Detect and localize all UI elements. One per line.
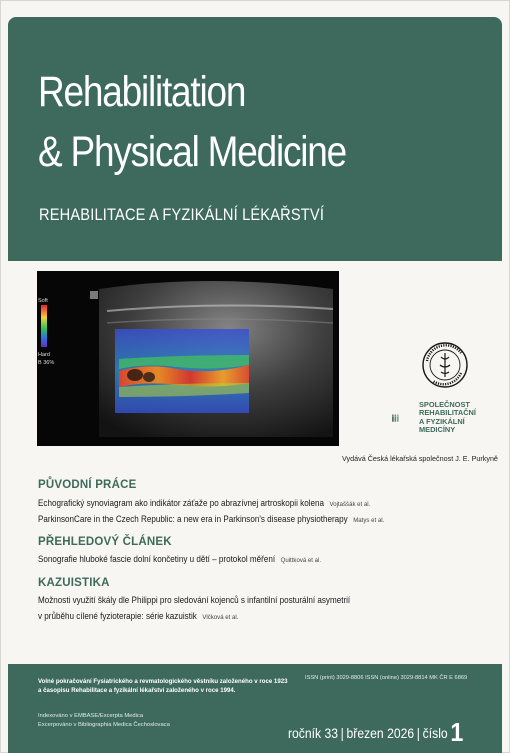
article-authors: Vojtaššák et al. bbox=[329, 501, 371, 508]
footer-index-line2: Excerpováno v Bibliographia Medica Čechoslovaca bbox=[38, 722, 170, 728]
journal-title-line2: & Physical Medicine bbox=[38, 128, 347, 176]
journal-title-line1: Rehabilitation bbox=[38, 68, 246, 116]
society-name-line4: MEDICÍNY bbox=[419, 425, 456, 435]
section-heading-case-report: KAZUISTIKA bbox=[38, 577, 110, 589]
article-authors: Vlčková et al. bbox=[202, 614, 239, 621]
section-heading-review: PŘEHLEDOVÝ ČLÁNEK bbox=[38, 536, 172, 548]
article-authors: Matys et al. bbox=[353, 517, 385, 524]
ultrasound-label-hard: Hard bbox=[38, 352, 50, 358]
publisher-line: Vydává Česká lékařská společnost J. E. Purkyně bbox=[342, 454, 498, 463]
issue-separator: | bbox=[416, 726, 420, 741]
article-item bbox=[38, 554, 321, 564]
ultrasound-label-soft: Soft bbox=[38, 298, 48, 304]
society-name-line3: A FYZIKÁLNÍ bbox=[419, 416, 465, 426]
article-title: Sonografie hluboké fascie dolní končetiny u dětí – protokol měření bbox=[38, 554, 276, 564]
section-heading-original-articles: PŮVODNÍ PRÁCE bbox=[38, 479, 137, 491]
article-item bbox=[38, 498, 370, 508]
volume-label: ročník 33 bbox=[288, 726, 338, 741]
article-title: ParkinsonCare in the Czech Republic: a new era in Parkinson's disease physiotherapy bbox=[38, 514, 348, 524]
issue-separator: | bbox=[340, 726, 344, 741]
article-item-line2 bbox=[38, 611, 238, 621]
issue-date: březen 2026 bbox=[346, 726, 415, 741]
ultrasound-label-percent: B 36% bbox=[38, 360, 55, 366]
society-name bbox=[419, 401, 509, 435]
article-title-line1: Možnosti využití škály dle Philippi pro sledování kojenců s infantilní posturální asymetrií bbox=[38, 595, 351, 605]
issue-info bbox=[288, 717, 463, 748]
footer-note-line1: Volné pokračování Fysiatrického a revmatologického věstníku založeného v roce 1923 bbox=[38, 678, 288, 685]
footer-index-line1: Indexováno v EMBASE/Excerpta Medica bbox=[38, 713, 144, 719]
issue-label: číslo bbox=[422, 726, 448, 741]
article-title-line2: v průběhu cílené fyzioterapie: série kazuistik bbox=[38, 611, 197, 621]
journal-subtitle: REHABILITACE A FYZIKÁLNÍ LÉKAŘSTVÍ bbox=[39, 205, 325, 224]
society-figures-logo bbox=[391, 399, 421, 439]
article-authors: Quittková et al. bbox=[280, 557, 322, 564]
ultrasound-elastography-image bbox=[37, 271, 339, 446]
society-seal-icon bbox=[421, 341, 469, 389]
article-title: Echografický synoviagram ako indikátor záťaže po abrazívnej artroskopii kolena bbox=[38, 498, 324, 508]
issue-number: 1 bbox=[450, 717, 464, 747]
article-item bbox=[38, 514, 384, 524]
footer-note-line2: a časopisu Rehabilitace a fyzikální lékařství založeného v roce 1994. bbox=[38, 687, 236, 694]
society-name-line1: SPOLEČNOST bbox=[419, 400, 470, 409]
issn-line: ISSN (print) 3029-8806 ISSN (online) 3029-8814 MK ČR E 6869 bbox=[305, 675, 468, 681]
society-name-line2: REHABILITAČNÍ bbox=[419, 408, 476, 418]
article-item-line1 bbox=[38, 595, 350, 605]
